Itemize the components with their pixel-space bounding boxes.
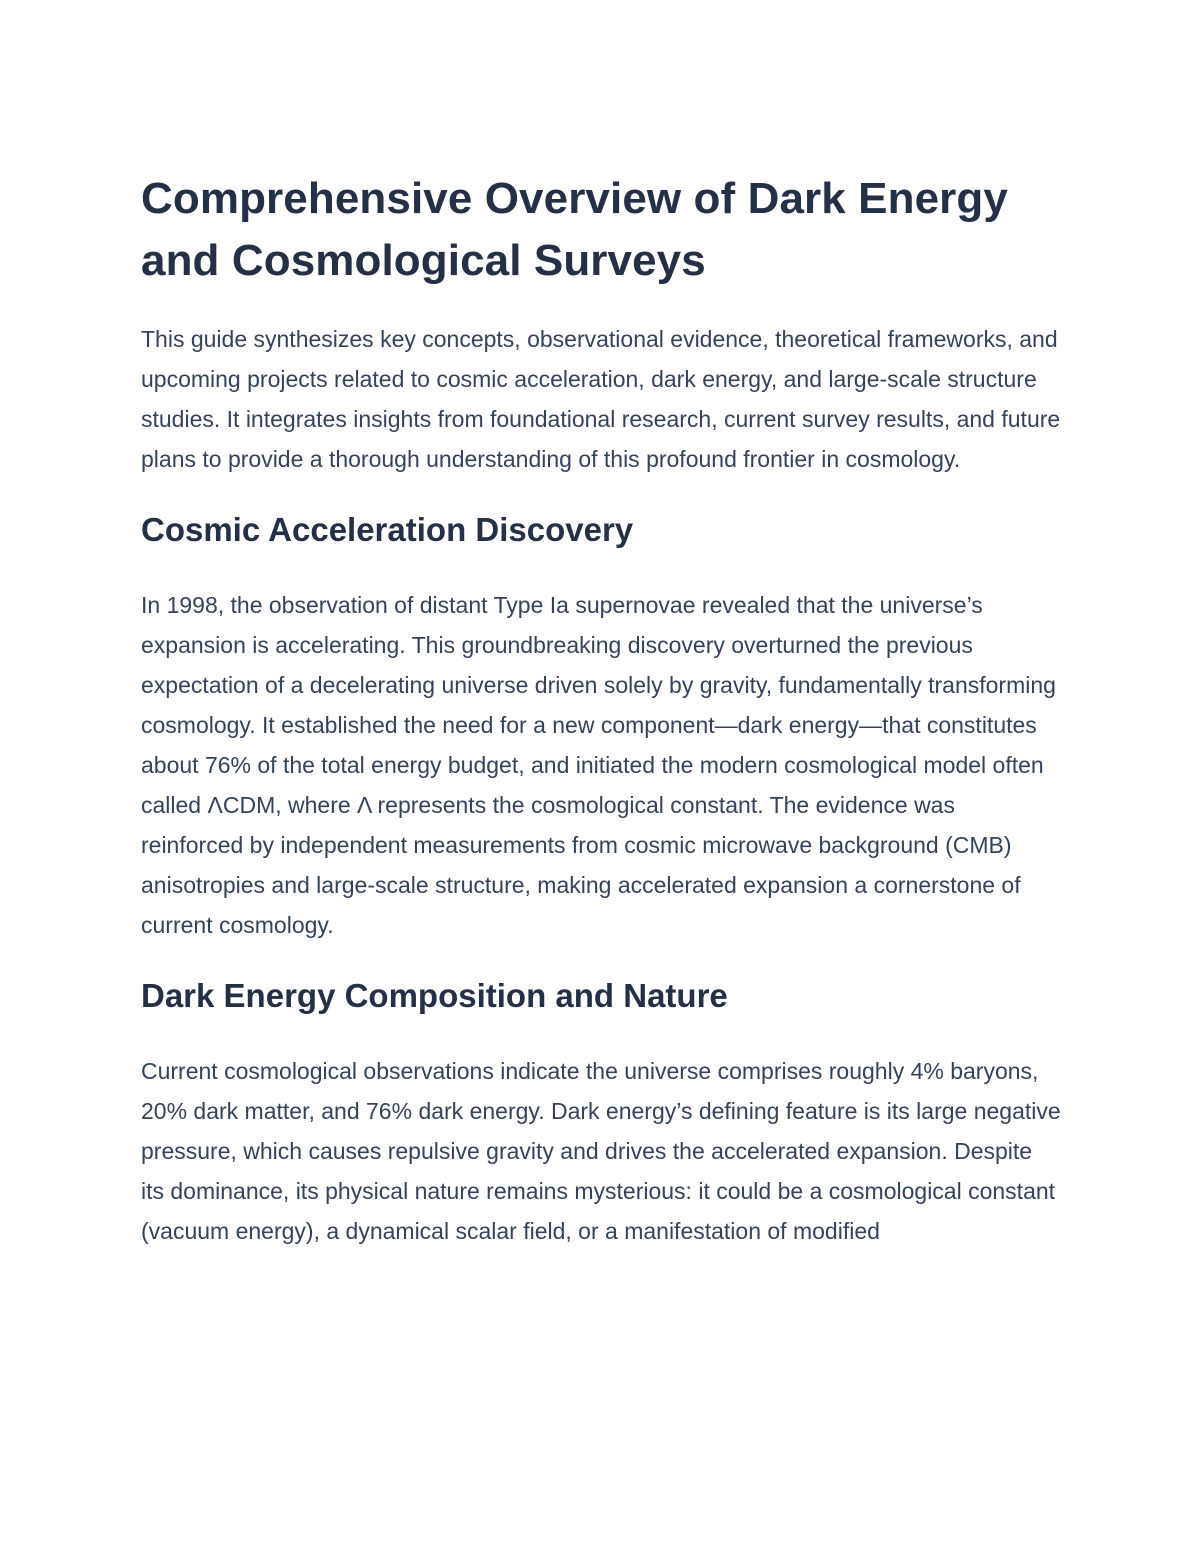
section-body-dark-energy-nature: Current cosmological observations indicate the universe comprises roughly 4% baryons, 20% dark matter, and 76% dark energy. Dark energy’s defining feature is its large negative pressure, which causes repulsive gravity and drives the accelerated expansion. Despite its dominance, its physical nature remains mysterious: it could be a cosmological constant (vacuum energy), a dynamical scalar field, or a manifestation of modified [141,1058,1061,1244]
document-page [141,168,1061,1251]
document-title: Comprehensive Overview of Dark Energy and Cosmological Surveys [141,174,1008,285]
section-body-cosmic-acceleration: In 1998, the observation of distant Type Ia supernovae revealed that the universe’s expansion is accelerating. This groundbreaking discovery overturned the previous expectation of a decelerating universe driven solely by gravity, fundamentally transforming cosmology. It established the need for a new component—dark energy—that constitutes about 76% of the total energy budget, and initiated the modern cosmological model often called ΛCDM, where Λ represents the cosmological constant. The evidence was reinforced by independent measurements from cosmic microwave background (CMB) anisotropies and large-scale structure, making accelerated expansion a cornerstone of current cosmology. [141,592,1056,938]
section-heading-dark-energy-nature: Dark Energy Composition and Nature [141,977,728,1014]
intro-paragraph: This guide synthesizes key concepts, observational evidence, theoretical frameworks, and upcoming projects related to cosmic acceleration, dark energy, and large-scale structure studies. It integrates insights from foundational research, current survey results, and future plans to provide a thorough understanding of this profound frontier in cosmology. [141,326,1061,472]
section-heading-cosmic-acceleration: Cosmic Acceleration Discovery [141,511,634,548]
